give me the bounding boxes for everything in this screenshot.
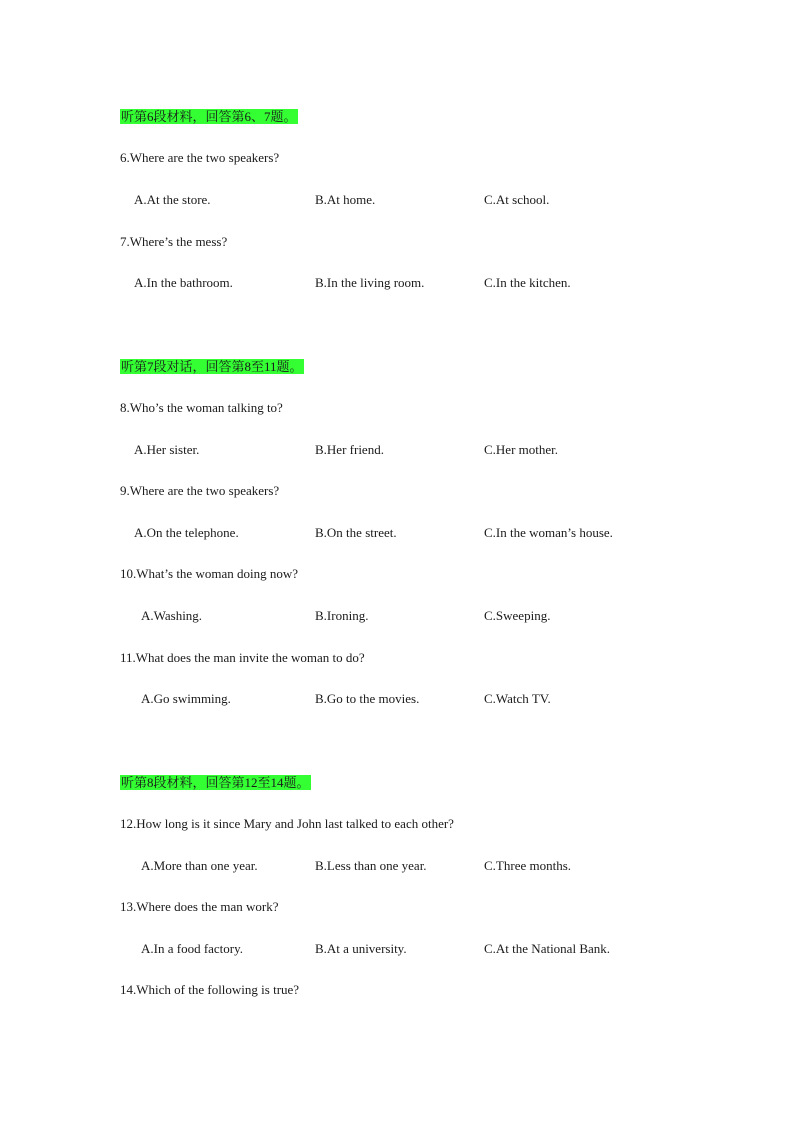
question-text: 6.Where are the two speakers? bbox=[120, 150, 280, 165]
option-a: A.At the store. bbox=[134, 192, 211, 207]
section-header-text: 听第7段对话，回答第8至11题。 bbox=[121, 359, 303, 374]
option-b: B.Her friend. bbox=[315, 442, 384, 457]
section-header bbox=[120, 358, 304, 376]
question-text: 9.Where are the two speakers? bbox=[120, 483, 280, 498]
option-a: A.In a food factory. bbox=[141, 941, 244, 956]
question-text: 10.What’s the woman doing now? bbox=[120, 566, 298, 581]
option-a: A.Her sister. bbox=[134, 442, 200, 457]
option-c: C.Three months. bbox=[484, 858, 572, 873]
option-a: A.Go swimming. bbox=[141, 691, 231, 706]
option-c: C.At the National Bank. bbox=[484, 941, 611, 956]
question-text: 8.Who’s the woman talking to? bbox=[120, 400, 283, 415]
question-text: 13.Where does the man work? bbox=[120, 899, 279, 914]
question-text: 11.What does the man invite the woman to do? bbox=[120, 650, 365, 665]
option-a: A.On the telephone. bbox=[134, 525, 239, 540]
option-c: C.In the kitchen. bbox=[484, 275, 571, 290]
option-c: C.Watch TV. bbox=[484, 691, 551, 706]
option-a: A.Washing. bbox=[141, 608, 203, 623]
question-text: 7.Where’s the mess? bbox=[120, 234, 228, 249]
option-b: B.At a university. bbox=[315, 941, 407, 956]
section-header bbox=[120, 108, 298, 126]
section-header-text: 听第6段材料，回答第6、7题。 bbox=[121, 109, 297, 124]
option-c: C.At school. bbox=[484, 192, 550, 207]
option-c: C.In the woman’s house. bbox=[484, 525, 613, 540]
option-b: B.In the living room. bbox=[315, 275, 425, 290]
option-b: B.At home. bbox=[315, 192, 376, 207]
option-a: A.More than one year. bbox=[141, 858, 258, 873]
option-c: C.Her mother. bbox=[484, 442, 559, 457]
option-b: B.On the street. bbox=[315, 525, 397, 540]
question-text: 14.Which of the following is true? bbox=[120, 982, 300, 997]
question-text: 12.How long is it since Mary and John last talked to each other? bbox=[120, 816, 454, 831]
option-a: A.In the bathroom. bbox=[134, 275, 233, 290]
option-b: B.Go to the movies. bbox=[315, 691, 420, 706]
section-header-text: 听第8段材料，回答第12至14题。 bbox=[121, 775, 310, 790]
option-b: B.Less than one year. bbox=[315, 858, 427, 873]
option-c: C.Sweeping. bbox=[484, 608, 551, 623]
section-header bbox=[120, 774, 311, 792]
option-b: B.Ironing. bbox=[315, 608, 369, 623]
